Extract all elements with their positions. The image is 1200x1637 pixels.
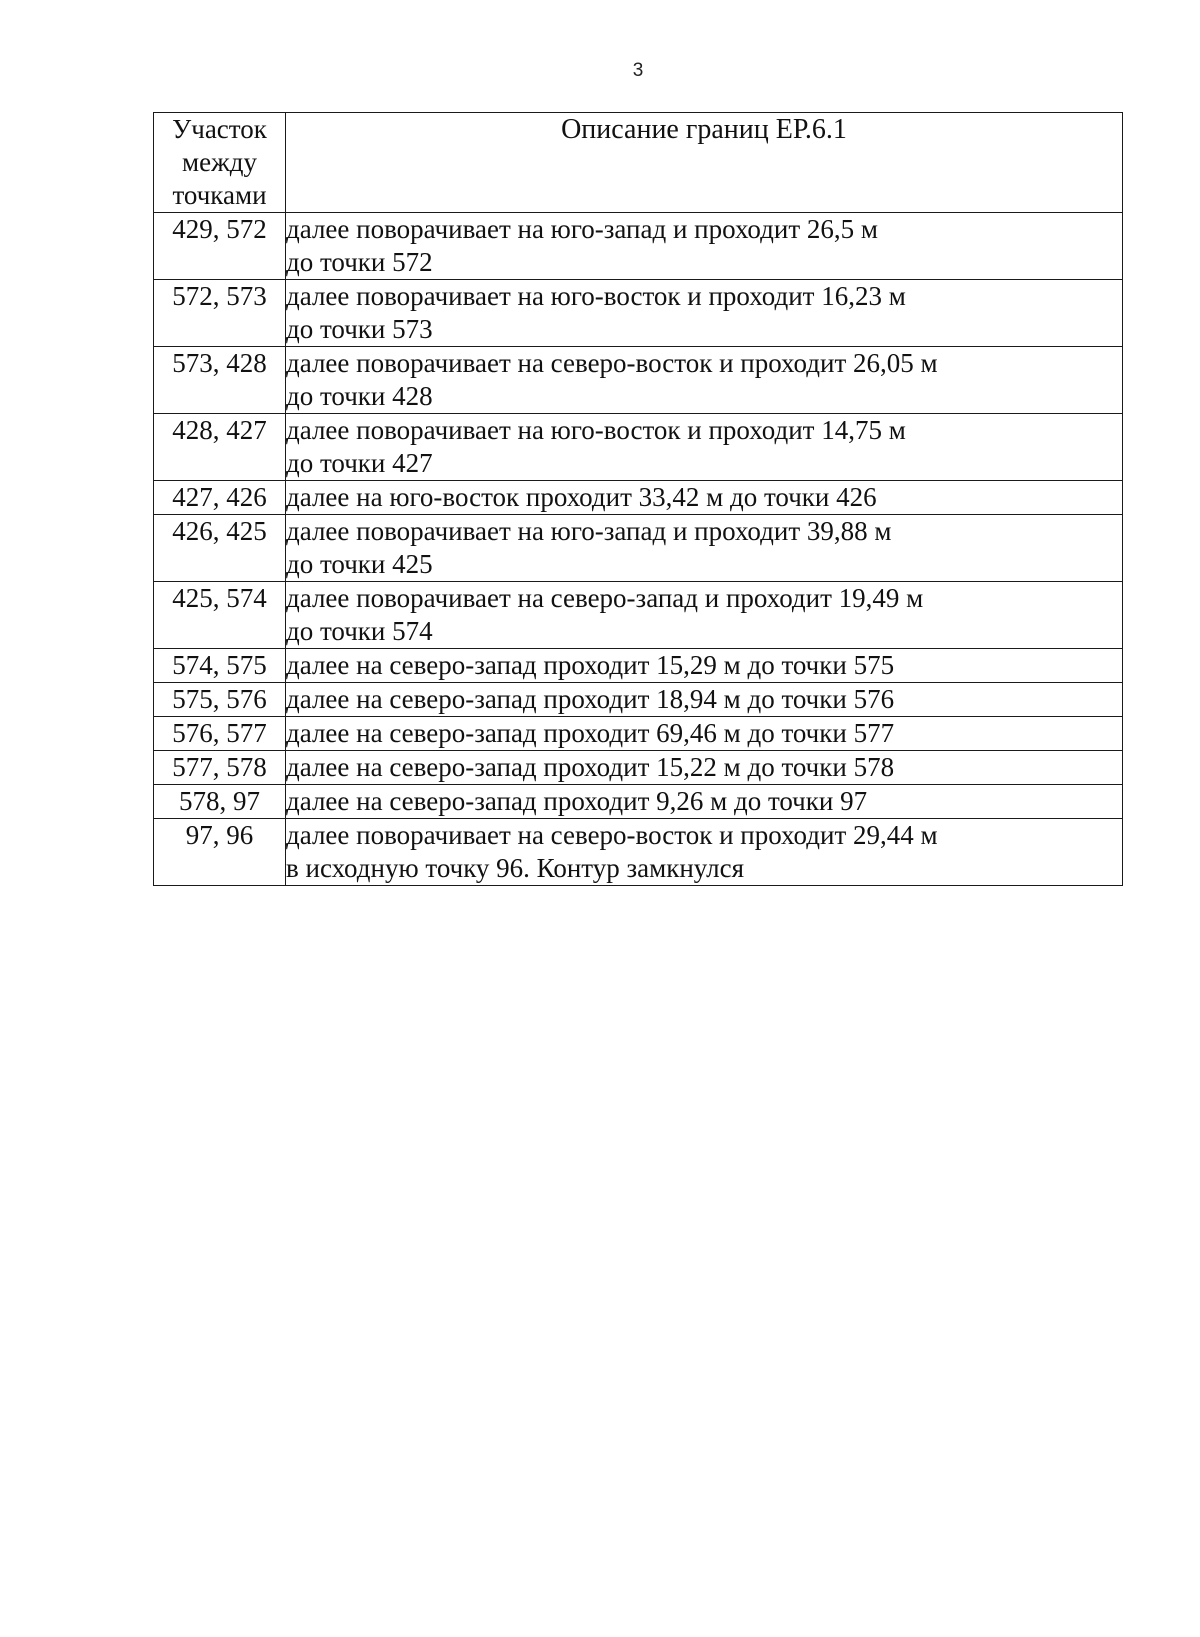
segment-cell: 429, 572 [154,213,286,280]
description-cell [286,717,1123,751]
segment-cell: 577, 578 [154,751,286,785]
segment-cell: 578, 97 [154,785,286,819]
description-cell [286,785,1123,819]
table-row [154,280,1123,347]
description-cell [286,481,1123,515]
description-line: до точки 425 [286,549,433,579]
description-line: далее на северо-запад проходит 18,94 м до точки 576 [286,684,895,714]
boundary-description-table [153,112,1123,886]
description-line: до точки 427 [286,448,433,478]
segment-cell: 428, 427 [154,414,286,481]
segment-cell: 426, 425 [154,515,286,582]
table-row [154,481,1123,515]
page-number: 3 [632,60,644,81]
description-line: далее на юго-восток проходит 33,42 м до точки 426 [286,482,877,512]
description-line: до точки 428 [286,381,433,411]
segment-cell: 573, 428 [154,347,286,414]
segment-header-line: между [182,147,257,177]
description-cell [286,515,1123,582]
description-line: далее поворачивает на юго-запад и проходит 26,5 м [286,214,878,244]
table-row [154,649,1123,683]
segment-cell: 427, 426 [154,481,286,515]
table-row [154,414,1123,481]
description-cell [286,819,1123,886]
table-row [154,683,1123,717]
description-cell [286,347,1123,414]
table-header-row [154,113,1123,213]
segment-cell: 574, 575 [154,649,286,683]
segment-cell: 425, 574 [154,582,286,649]
description-line: далее поворачивает на северо-восток и проходит 29,44 м [286,820,938,850]
description-line: далее поворачивает на юго-восток и проходит 14,75 м [286,415,906,445]
table-row [154,751,1123,785]
segment-cell: 572, 573 [154,280,286,347]
description-line: в исходную точку 96. Контур замкнулся [286,853,744,883]
table-row [154,582,1123,649]
segment-header-line: точками [172,180,267,210]
segment-column-header [154,113,286,213]
description-line: до точки 574 [286,616,433,646]
description-line: далее на северо-запад проходит 15,29 м до точки 575 [286,650,895,680]
segment-header-line: Участок [172,114,267,144]
description-column-header: Описание границ ЕР.6.1 [286,113,1123,213]
description-line: далее на северо-запад проходит 69,46 м до точки 577 [286,718,895,748]
table-row [154,347,1123,414]
description-cell [286,280,1123,347]
segment-cell: 575, 576 [154,683,286,717]
description-line: далее поворачивает на северо-восток и проходит 26,05 м [286,348,938,378]
description-cell [286,683,1123,717]
description-line: далее на северо-запад проходит 15,22 м до точки 578 [286,752,895,782]
description-cell [286,582,1123,649]
description-line: далее поворачивает на юго-запад и проходит 39,88 м [286,516,892,546]
description-cell [286,751,1123,785]
description-cell [286,213,1123,280]
table-row [154,785,1123,819]
table-row [154,717,1123,751]
description-line: далее поворачивает на северо-запад и проходит 19,49 м [286,583,924,613]
description-line: до точки 573 [286,314,433,344]
table-row [154,515,1123,582]
table-row [154,213,1123,280]
description-cell [286,414,1123,481]
description-line: далее на северо-запад проходит 9,26 м до точки 97 [286,786,868,816]
segment-cell: 97, 96 [154,819,286,886]
table-body [154,213,1123,886]
description-cell [286,649,1123,683]
description-line: до точки 572 [286,247,433,277]
segment-cell: 576, 577 [154,717,286,751]
table-row [154,819,1123,886]
description-line: далее поворачивает на юго-восток и проходит 16,23 м [286,281,906,311]
